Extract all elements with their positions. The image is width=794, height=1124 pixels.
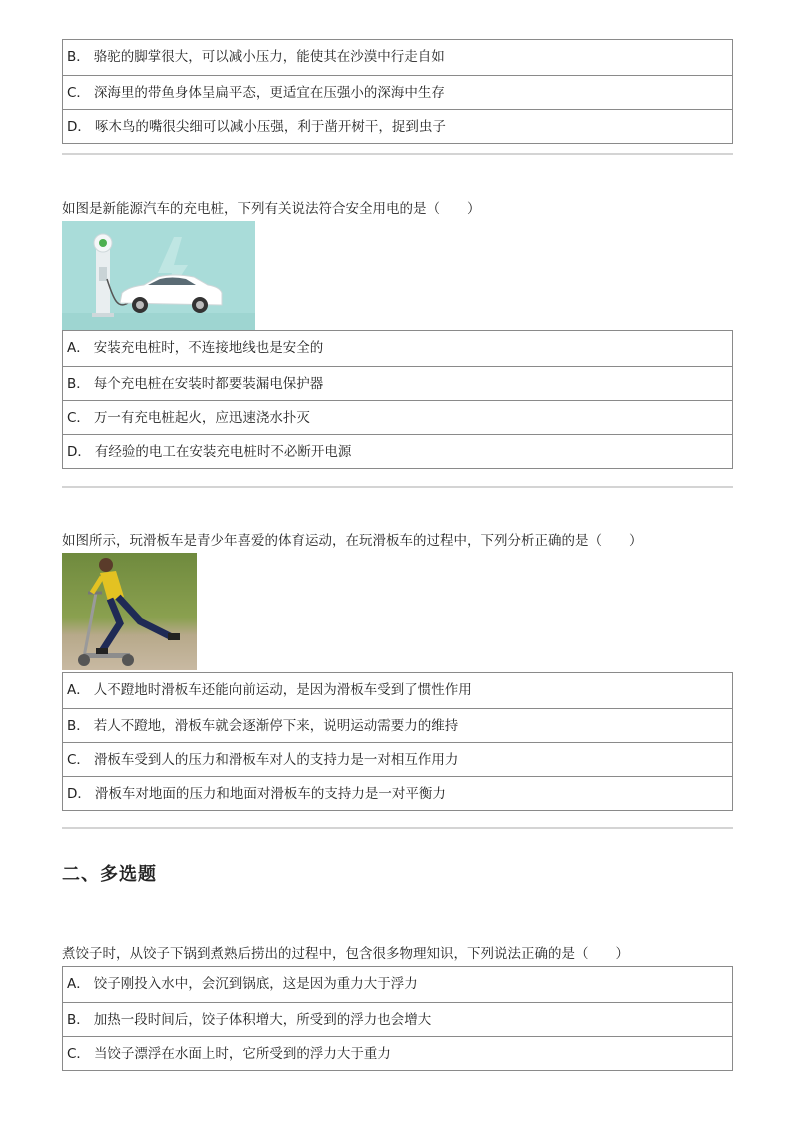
option-d[interactable] [63, 776, 732, 810]
section-title: 二、多选题 [62, 864, 157, 885]
option-text: 万一有充电桩起火，应迅速浇水扑灭 [93, 410, 310, 426]
option-letter: D． [67, 786, 91, 802]
option-text: 若人不蹬地，滑板车就会逐渐停下来，说明运动需要力的维持 [93, 718, 459, 734]
option-text: 有经验的电工在安装充电桩时不必断开电源 [94, 444, 352, 460]
option-c[interactable] [63, 75, 732, 109]
option-letter: B． [67, 376, 90, 392]
option-c[interactable] [63, 400, 732, 434]
option-text: 深海里的带鱼身体呈扁平态，更适宜在压强小的深海中生存 [93, 85, 445, 101]
option-letter: C． [67, 1046, 90, 1062]
options-table-q2 [62, 672, 733, 811]
options-table-q1 [62, 330, 733, 469]
option-letter: B． [67, 1012, 90, 1028]
option-a[interactable] [63, 331, 732, 366]
question-stem-q1: 如图是新能源汽车的充电桩，下列有关说法符合安全用电的是（ ） [62, 201, 481, 217]
option-letter: D． [67, 444, 91, 460]
option-letter: C． [67, 85, 90, 101]
option-letter: A． [67, 976, 90, 992]
option-text: 加热一段时间后，饺子体积增大，所受到的浮力也会增大 [93, 1012, 432, 1028]
option-letter: D． [67, 119, 91, 135]
option-c[interactable] [63, 1036, 732, 1070]
option-letter: C． [67, 752, 90, 768]
option-a[interactable] [63, 967, 732, 1002]
option-text: 骆驼的脚掌很大，可以减小压力，能使其在沙漠中行走自如 [93, 49, 445, 65]
option-text: 人不蹬地时滑板车还能向前运动，是因为滑板车受到了惯性作用 [93, 682, 472, 698]
option-b[interactable] [63, 40, 732, 75]
options-table-q0 [62, 39, 733, 144]
option-d[interactable] [63, 434, 732, 468]
option-text: 滑板车受到人的压力和滑板车对人的支持力是一对相互作用力 [93, 752, 459, 768]
option-letter: A． [67, 682, 90, 698]
option-text: 当饺子漂浮在水面上时，它所受到的浮力大于重力 [93, 1046, 391, 1062]
option-letter: B． [67, 718, 90, 734]
boy-riding-scooter-image [62, 553, 197, 670]
option-text: 滑板车对地面的压力和地面对滑板车的支持力是一对平衡力 [94, 786, 446, 802]
option-c[interactable] [63, 742, 732, 776]
option-b[interactable] [63, 366, 732, 400]
question-stem-q2: 如图所示，玩滑板车是青少年喜爱的体育运动，在玩滑板车的过程中，下列分析正确的是（ ） [62, 533, 643, 549]
option-letter: C． [67, 410, 90, 426]
option-text: 啄木鸟的嘴很尖细可以减小压强，利于凿开树干，捉到虫子 [94, 119, 446, 135]
option-b[interactable] [63, 708, 732, 742]
options-table-q3 [62, 966, 733, 1071]
option-d[interactable] [63, 109, 732, 143]
option-b[interactable] [63, 1002, 732, 1036]
option-text: 每个充电桩在安装时都要装漏电保护器 [93, 376, 324, 392]
question-stem-q3: 煮饺子时，从饺子下锅到煮熟后捞出的过程中，包含很多物理知识，下列说法正确的是（ ） [62, 946, 629, 962]
option-letter: B． [67, 49, 90, 65]
option-letter: A． [67, 340, 90, 356]
question-separator [62, 827, 733, 829]
question-separator [62, 486, 733, 488]
option-a[interactable] [63, 673, 732, 708]
option-text: 安装充电桩时，不连接地线也是安全的 [93, 340, 324, 356]
option-text: 饺子刚投入水中，会沉到锅底，这是因为重力大于浮力 [93, 976, 418, 992]
charging-station-car-image [62, 221, 255, 330]
question-separator [62, 153, 733, 155]
